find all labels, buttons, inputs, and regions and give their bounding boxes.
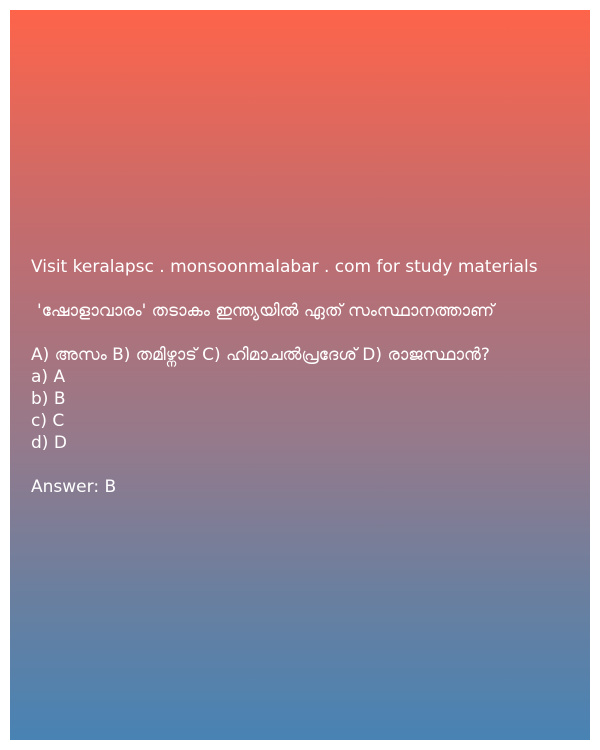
option-b: b) B xyxy=(31,389,66,409)
quiz-content xyxy=(31,256,576,498)
spacer xyxy=(31,278,576,300)
quiz-card xyxy=(10,10,590,740)
option-c: c) C xyxy=(31,411,65,431)
spacer xyxy=(31,322,576,344)
option-d: d) D xyxy=(31,433,67,453)
option-a: a) A xyxy=(31,367,66,387)
choices-line: A) അസം B) തമിഴ്നാട് C) ഹിമാചൽപ്രദേശ് D) രാജസ്ഥാൻ? xyxy=(31,345,490,365)
visit-line: Visit keralapsc . monsoonmalabar . com for study materials xyxy=(31,257,538,277)
spacer xyxy=(31,454,576,476)
answer-text: Answer: B xyxy=(31,477,117,497)
question-text: 'ഷോളാവാരം' തടാകം ഇന്ത്യയിൽ ഏത് സംസ്ഥാനത്താണ് xyxy=(37,301,495,321)
